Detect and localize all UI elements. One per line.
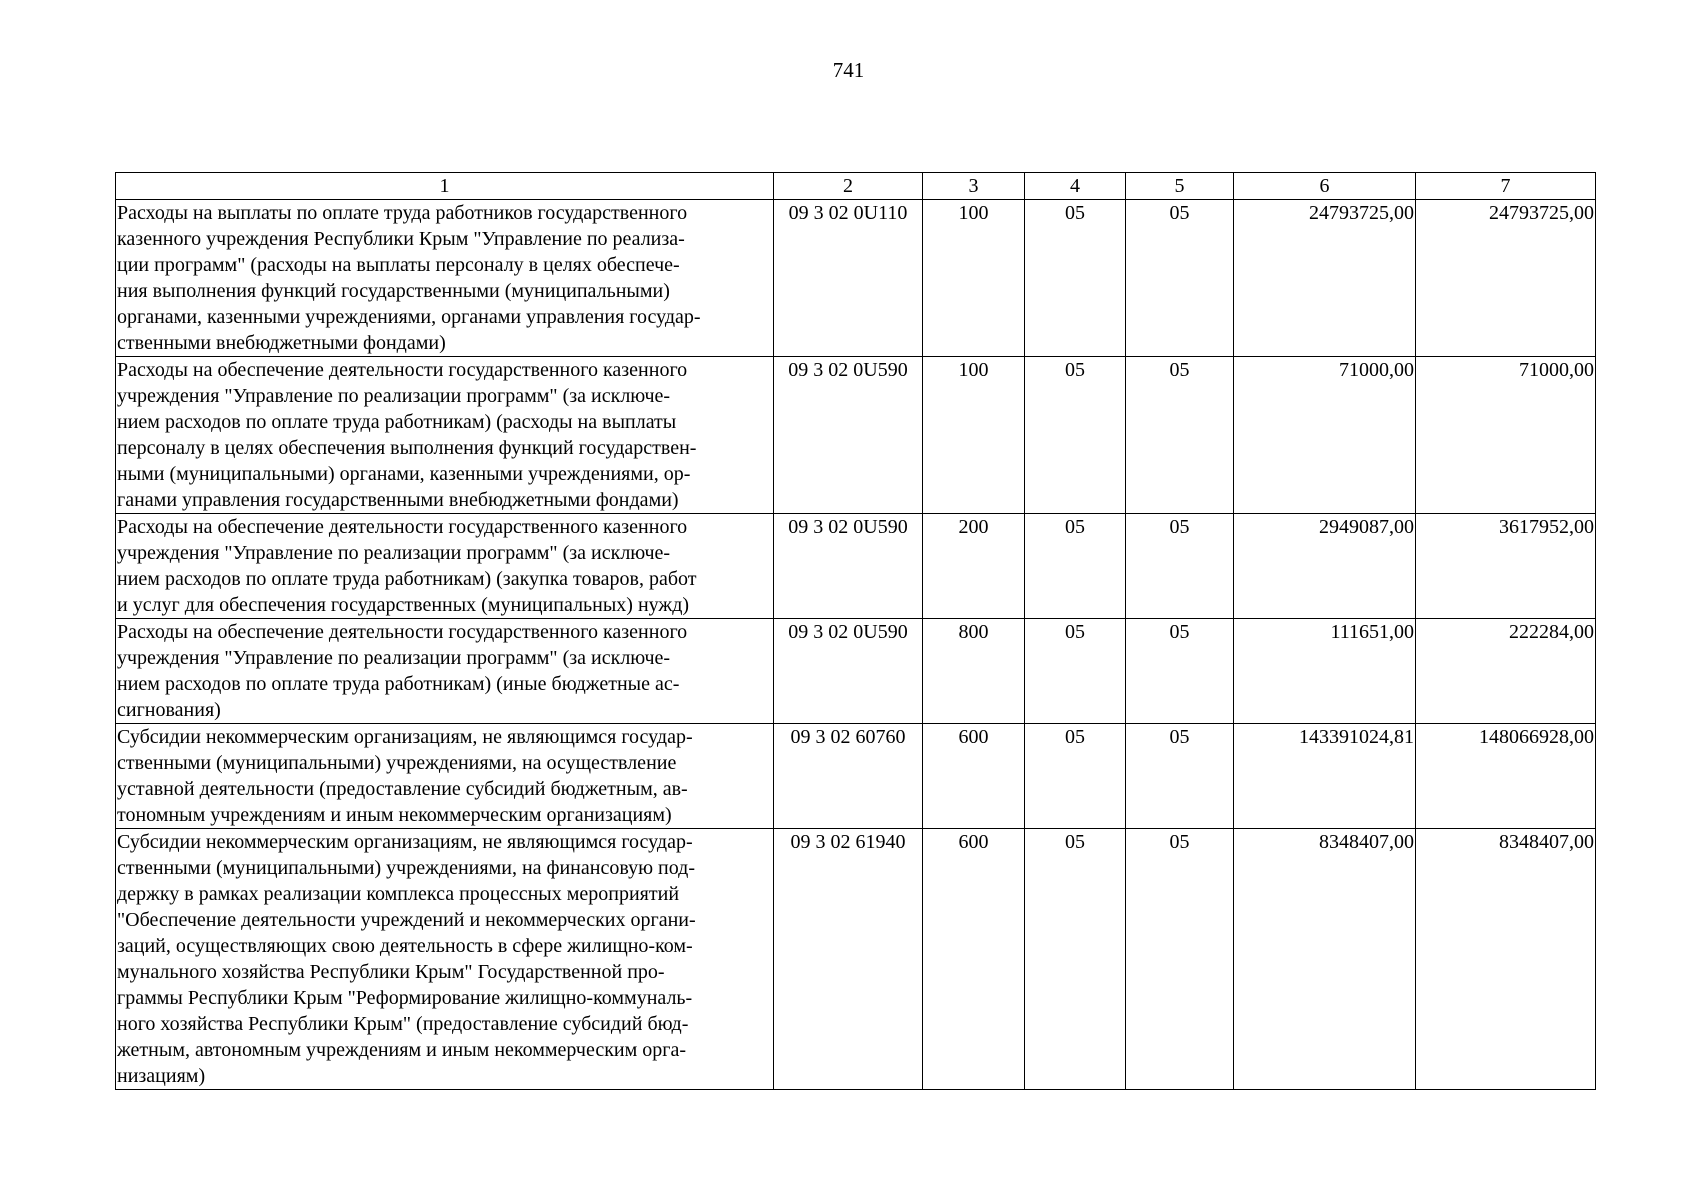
- expense-type-code: 100: [923, 200, 1025, 357]
- description-line: учреждения "Управление по реализации программ" (за исключе-: [117, 542, 671, 564]
- row-description: [116, 829, 774, 1090]
- table-row: [116, 357, 1596, 514]
- description-line: тономным учреждениям и иным некоммерческим организациям): [117, 804, 672, 826]
- description-line: нием расходов по оплате труда работникам) (иные бюджетные ас-: [117, 673, 680, 695]
- row-description: [116, 619, 774, 724]
- description-line: ственными (муниципальными) учреждениями, на финансовую под-: [117, 857, 696, 879]
- row-description: [116, 724, 774, 829]
- description-line: уставной деятельности (предоставление субсидий бюджетным, ав-: [117, 778, 688, 800]
- description-line: Расходы на обеспечение деятельности государственного казенного: [117, 359, 688, 381]
- expense-type-code: 600: [923, 724, 1025, 829]
- budget-classification-code: 09 3 02 60760: [774, 724, 923, 829]
- col-header-5: 5: [1126, 173, 1234, 200]
- budget-classification-code: 09 3 02 0U590: [774, 619, 923, 724]
- expense-type-code: 200: [923, 514, 1025, 619]
- description-line: ственными внебюджетными фондами): [117, 332, 446, 354]
- subsection-code: 05: [1126, 514, 1234, 619]
- description-line: ными (муниципальными) органами, казенными учреждениями, ор-: [117, 463, 691, 485]
- budget-classification-code: 09 3 02 0U590: [774, 514, 923, 619]
- col-header-7: 7: [1416, 173, 1596, 200]
- expense-type-code: 600: [923, 829, 1025, 1090]
- description-line: держку в рамках реализации комплекса процессных мероприятий: [117, 883, 680, 905]
- row-description: [116, 514, 774, 619]
- amount-col-6: 71000,00: [1234, 357, 1416, 514]
- section-code: 05: [1025, 724, 1126, 829]
- table-body: [116, 200, 1596, 1090]
- budget-classification-code: 09 3 02 61940: [774, 829, 923, 1090]
- description-line: жетным, автономным учреждениям и иным некоммерческим орга-: [117, 1039, 687, 1061]
- subsection-code: 05: [1126, 829, 1234, 1090]
- budget-table: [115, 172, 1596, 1090]
- description-line: казенного учреждения Республики Крым "Управление по реализа-: [117, 228, 685, 250]
- subsection-code: 05: [1126, 724, 1234, 829]
- description-line: нием расходов по оплате труда работникам) (расходы на выплаты: [117, 411, 677, 433]
- amount-col-6: 24793725,00: [1234, 200, 1416, 357]
- description-line: Расходы на обеспечение деятельности государственного казенного: [117, 621, 688, 643]
- table-row: [116, 200, 1596, 357]
- section-code: 05: [1025, 829, 1126, 1090]
- description-line: ганами управления государственными внебюджетными фондами): [117, 489, 679, 511]
- budget-classification-code: 09 3 02 0U590: [774, 357, 923, 514]
- table-row: [116, 829, 1596, 1090]
- description-line: "Обеспечение деятельности учреждений и некоммерческих органи-: [117, 909, 696, 931]
- section-code: 05: [1025, 514, 1126, 619]
- description-line: и услуг для обеспечения государственных (муниципальных) нужд): [117, 594, 690, 616]
- col-header-3: 3: [923, 173, 1025, 200]
- description-line: учреждения "Управление по реализации программ" (за исключе-: [117, 385, 671, 407]
- header-row: [116, 173, 1596, 200]
- expense-type-code: 100: [923, 357, 1025, 514]
- amount-col-6: 8348407,00: [1234, 829, 1416, 1090]
- description-line: мунального хозяйства Республики Крым" Государственной про-: [117, 961, 665, 983]
- description-line: нием расходов по оплате труда работникам) (закупка товаров, работ: [117, 568, 697, 590]
- description-line: ния выполнения функций государственными (муниципальными): [117, 280, 670, 302]
- description-line: граммы Республики Крым "Реформирование жилищно-коммуналь-: [117, 987, 693, 1009]
- amount-col-7: 148066928,00: [1416, 724, 1596, 829]
- col-header-6: 6: [1234, 173, 1416, 200]
- description-line: заций, осуществляющих свою деятельность в сфере жилищно-ком-: [117, 935, 693, 957]
- description-line: ции программ" (расходы на выплаты персоналу в целях обеспече-: [117, 254, 680, 276]
- section-code: 05: [1025, 200, 1126, 357]
- col-header-2: 2: [774, 173, 923, 200]
- section-code: 05: [1025, 619, 1126, 724]
- description-line: сигнования): [117, 699, 221, 721]
- page-number: 741: [832, 58, 865, 82]
- subsection-code: 05: [1126, 357, 1234, 514]
- description-line: Субсидии некоммерческим организациям, не являющимся государ-: [117, 726, 693, 748]
- amount-col-7: 8348407,00: [1416, 829, 1596, 1090]
- subsection-code: 05: [1126, 619, 1234, 724]
- table-row: [116, 724, 1596, 829]
- amount-col-7: 71000,00: [1416, 357, 1596, 514]
- description-line: персоналу в целях обеспечения выполнения функций государствен-: [117, 437, 697, 459]
- amount-col-7: 3617952,00: [1416, 514, 1596, 619]
- col-header-4: 4: [1025, 173, 1126, 200]
- description-line: ственными (муниципальными) учреждениями, на осуществление: [117, 752, 677, 774]
- budget-classification-code: 09 3 02 0U110: [774, 200, 923, 357]
- description-line: Расходы на выплаты по оплате труда работников государственного: [117, 202, 688, 224]
- description-line: органами, казенными учреждениями, органами управления государ-: [117, 306, 701, 328]
- table-row: [116, 514, 1596, 619]
- description-line: Расходы на обеспечение деятельности государственного казенного: [117, 516, 688, 538]
- amount-col-7: 24793725,00: [1416, 200, 1596, 357]
- subsection-code: 05: [1126, 200, 1234, 357]
- description-line: ного хозяйства Республики Крым" (предоставление субсидий бюд-: [117, 1013, 689, 1035]
- table-row: [116, 619, 1596, 724]
- description-line: учреждения "Управление по реализации программ" (за исключе-: [117, 647, 671, 669]
- amount-col-6: 2949087,00: [1234, 514, 1416, 619]
- description-line: Субсидии некоммерческим организациям, не являющимся государ-: [117, 831, 693, 853]
- row-description: [116, 200, 774, 357]
- section-code: 05: [1025, 357, 1126, 514]
- table-header: [116, 173, 1596, 200]
- amount-col-6: 111651,00: [1234, 619, 1416, 724]
- amount-col-6: 143391024,81: [1234, 724, 1416, 829]
- amount-col-7: 222284,00: [1416, 619, 1596, 724]
- row-description: [116, 357, 774, 514]
- expense-type-code: 800: [923, 619, 1025, 724]
- description-line: низациям): [117, 1065, 206, 1087]
- col-header-1: 1: [116, 173, 774, 200]
